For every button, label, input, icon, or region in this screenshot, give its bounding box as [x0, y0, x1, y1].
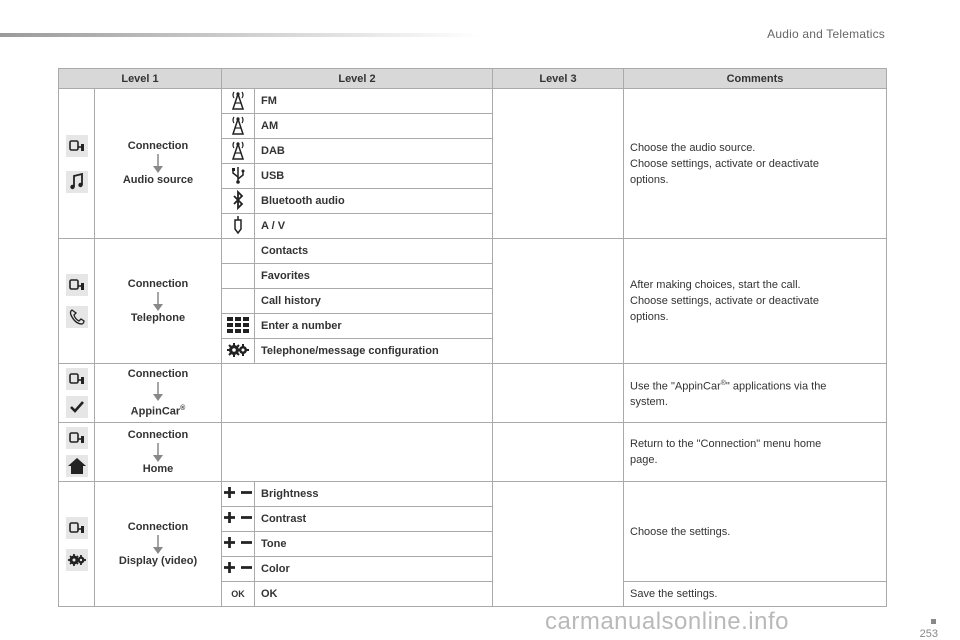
down-arrow-icon	[152, 382, 164, 401]
column-header-level-3: Level 3	[493, 69, 624, 89]
comment-line: Return to the "Connection" menu home	[630, 438, 822, 450]
column-header-level-2: Level 2	[222, 69, 493, 89]
table-row	[59, 364, 887, 423]
level2-label: OK	[255, 582, 493, 607]
ok-icon: OK	[231, 589, 245, 599]
comment-line: options.	[630, 311, 669, 323]
level2-label: Tone	[255, 532, 493, 557]
level2-icon-cell	[222, 164, 255, 189]
checkmark-icon	[66, 396, 88, 418]
level2-label: Contacts	[255, 239, 493, 264]
level2-cell	[222, 364, 493, 423]
level3-cell	[493, 89, 624, 239]
bluetooth-icon	[230, 190, 246, 210]
level1-icons-cell	[59, 482, 95, 607]
level2-icon-cell	[222, 114, 255, 139]
watermark: carmanualsonline.info	[545, 608, 789, 635]
level1-top-label: Connection	[127, 520, 189, 533]
level1-icons-cell	[59, 239, 95, 364]
header-gradient-bar	[0, 33, 480, 37]
level2-label: Enter a number	[255, 314, 493, 339]
level2-label: FM	[255, 89, 493, 114]
table-row	[59, 89, 887, 114]
usb-icon	[230, 165, 246, 185]
comment-cell	[624, 89, 887, 239]
antenna-icon	[230, 115, 246, 135]
level2-icon-cell	[222, 314, 255, 339]
comment-line: Choose settings, activate or deactivate	[630, 157, 819, 170]
level2-icon-cell	[222, 189, 255, 214]
level1-bottom-label: Display (video)	[118, 554, 198, 567]
comment-line: Choose settings, activate or deactivate	[630, 295, 819, 307]
plus-minus-icon	[224, 562, 252, 573]
antenna-icon	[230, 90, 246, 110]
level1-icons-cell	[59, 423, 95, 482]
level2-icon-cell	[222, 89, 255, 114]
table-row	[59, 482, 887, 507]
level2-label: Color	[255, 557, 493, 582]
level1-flow-cell	[95, 89, 222, 239]
down-arrow-icon	[152, 443, 164, 462]
level2-label: USB	[255, 164, 493, 189]
plus-minus-icon	[224, 512, 252, 523]
level3-cell	[493, 423, 624, 482]
comment-line: Choose the audio source.	[630, 141, 756, 154]
level1-bottom-label: Telephone	[130, 311, 186, 324]
down-arrow-icon	[152, 154, 164, 173]
connection-icon	[66, 274, 88, 296]
level2-label: Bluetooth audio	[255, 189, 493, 214]
down-arrow-icon	[152, 535, 164, 554]
column-header-comments: Comments	[624, 69, 887, 89]
level2-label: Call history	[255, 289, 493, 314]
level2-icon-cell	[222, 532, 255, 557]
section-title: Audio and Telematics	[767, 27, 885, 41]
page-number: 253	[919, 628, 938, 640]
table-row	[59, 239, 887, 264]
settings-gear-icon	[66, 549, 88, 571]
level2-icon-cell	[222, 557, 255, 582]
level2-icon-cell	[222, 339, 255, 364]
comment-cell	[624, 423, 887, 482]
level1-flow-cell	[95, 239, 222, 364]
level1-flow-cell	[95, 482, 222, 607]
comment-cell	[624, 239, 887, 364]
level3-cell	[493, 239, 624, 364]
comment-cell: Choose the settings.	[624, 482, 887, 582]
plus-minus-icon	[224, 537, 252, 548]
level1-bottom-label: Audio source	[122, 174, 194, 186]
level2-label: DAB	[255, 139, 493, 164]
comment-line: page.	[630, 454, 658, 466]
level1-bottom-label: Home	[142, 462, 174, 475]
level2-label: AM	[255, 114, 493, 139]
level2-label: Contrast	[255, 507, 493, 532]
level1-flow-cell	[95, 364, 222, 423]
comment-line: system.	[630, 396, 668, 409]
level2-icon-cell	[222, 289, 255, 314]
comment-cell: Save the settings.	[624, 582, 887, 607]
antenna-icon	[230, 140, 246, 160]
connection-icon	[66, 368, 88, 390]
settings-gear-icon	[226, 342, 250, 358]
aux-jack-icon	[230, 215, 246, 235]
level1-icons-cell	[59, 364, 95, 423]
level1-top-label: Connection	[127, 140, 189, 152]
home-icon	[66, 455, 88, 477]
level2-cell	[222, 423, 493, 482]
level1-icons-cell	[59, 89, 95, 239]
level2-label: Brightness	[255, 482, 493, 507]
level1-flow-cell	[95, 423, 222, 482]
phone-handset-icon	[66, 306, 88, 328]
keypad-icon	[227, 317, 249, 333]
comment-line: options.	[630, 173, 669, 186]
column-header-level-1: Level 1	[59, 69, 222, 89]
level2-icon-cell	[222, 239, 255, 264]
level2-label: Favorites	[255, 264, 493, 289]
level1-top-label: Connection	[127, 367, 189, 380]
page-marker	[931, 619, 936, 624]
level2-label: Telephone/message configuration	[255, 339, 493, 364]
comment-cell	[624, 364, 887, 423]
down-arrow-icon	[152, 292, 164, 311]
level2-icon-cell	[222, 482, 255, 507]
menu-table	[58, 68, 887, 607]
level2-label: A / V	[255, 214, 493, 239]
level1-bottom-label: AppinCar®	[130, 404, 186, 418]
level2-icon-cell	[222, 214, 255, 239]
level2-icon-cell	[222, 582, 255, 607]
level2-icon-cell	[222, 264, 255, 289]
level2-icon-cell	[222, 139, 255, 164]
level3-cell	[493, 364, 624, 423]
comment-line: Use the "AppinCar®" applications via the	[630, 379, 827, 393]
level1-top-label: Connection	[127, 277, 189, 290]
level3-cell	[493, 482, 624, 607]
connection-icon	[66, 517, 88, 539]
table-row	[59, 423, 887, 482]
level1-top-label: Connection	[127, 428, 189, 441]
music-note-icon	[66, 171, 88, 193]
plus-minus-icon	[224, 487, 252, 498]
connection-icon	[66, 427, 88, 449]
level2-icon-cell	[222, 507, 255, 532]
comment-line: After making choices, start the call.	[630, 279, 801, 291]
connection-icon	[66, 135, 88, 157]
